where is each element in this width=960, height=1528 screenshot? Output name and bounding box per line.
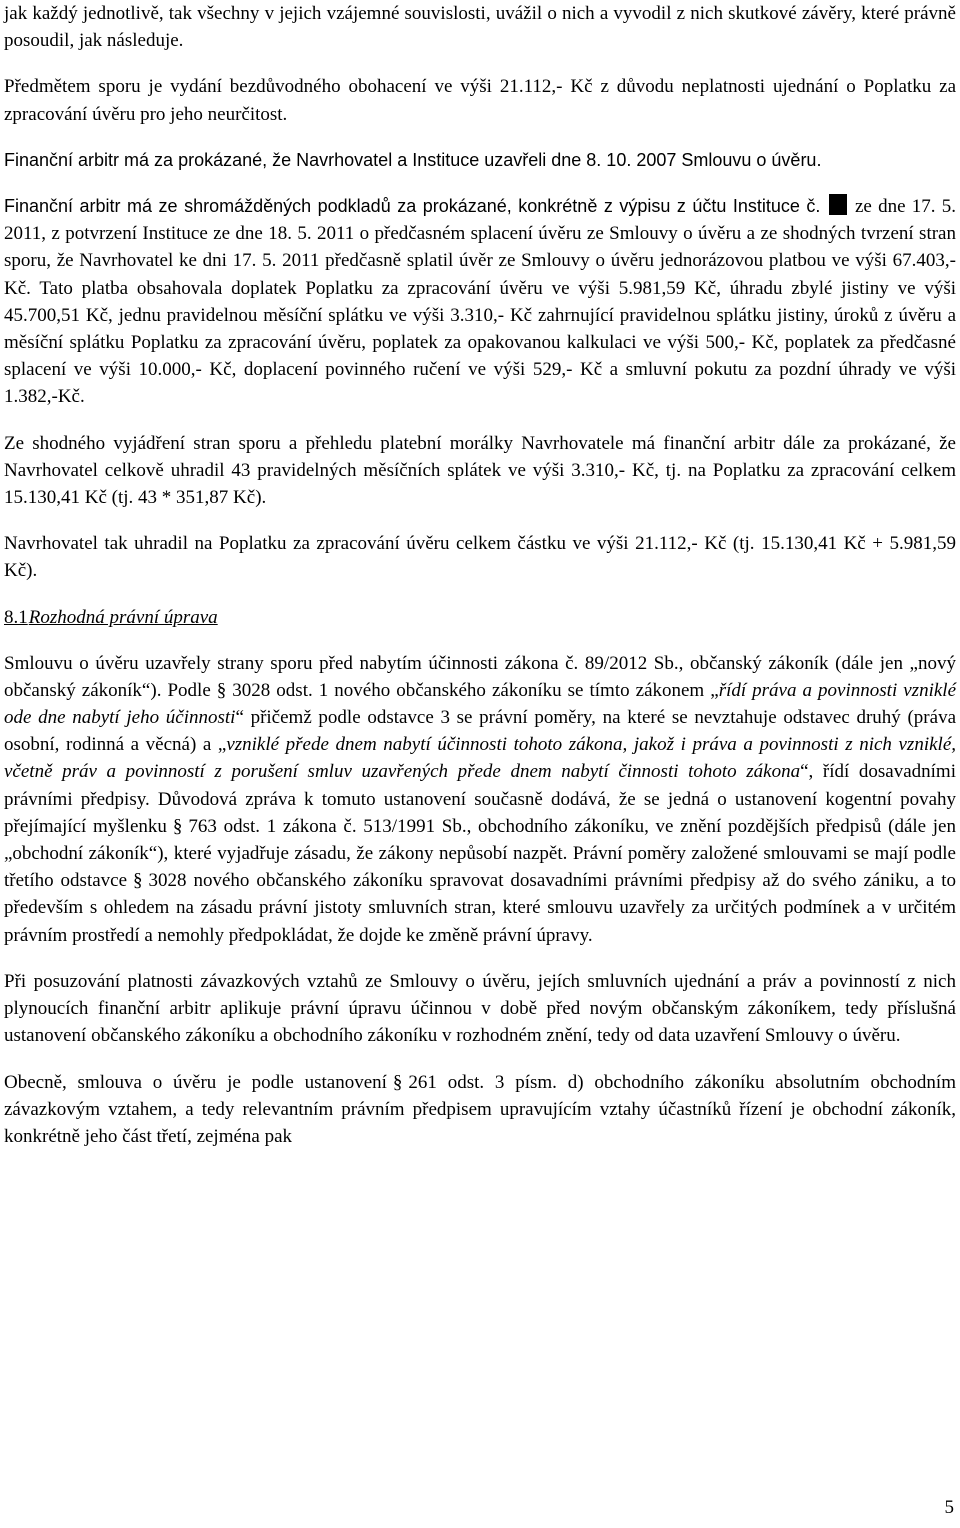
law-text-1: Smlouvu o úvěru uzavřely strany sporu před nabytím účinnosti zákona č. 89/2012 Sb., občanský zákoník (dále jen „nový občanský zákoník“). Podle bbox=[4, 652, 956, 701]
paragraph-contract-date: Finanční arbitr má za prokázané, že Navrhovatel a Instituce uzavřeli dne 8. 10. 2007 Smlouvu o úvěru. bbox=[4, 149, 822, 170]
credit-text-2: 261 odst. 3 písm. d) obchodního zákoníku absolutním obchodním závazkovým vztahem, a tedy relevantním právním předpisem upravujícím vztahy účastníků řízení je obchodní zákoník, konkrétně jeho část třetí, zejména pak bbox=[4, 1071, 956, 1147]
section-heading bbox=[4, 604, 956, 631]
law-text-5: 763 odst. 1 zákona č. 513/1991 Sb., obchodního zákoníku, ve znění pozdějších předpisů (dále jen „obchodní zákoník“), které vyjadřuje zásadu, že zákony nepůsobí nazpět. Právní poměry založené smlouvami se mají podle třetího odstavce bbox=[4, 815, 956, 892]
paragraph-credit-agreement bbox=[4, 1069, 956, 1151]
law-quote-1: řídí práva a povinnosti vzniklé ode dne nabytí jeho účinnosti bbox=[4, 679, 956, 729]
section-title: Rozhodná právní úprava bbox=[28, 606, 218, 628]
law-text-3: “ přičemž podle odstavce 3 se právní poměry, na které se nevztahuje odstavec druhý (práva osobní, rodinná a věcná) a „ bbox=[4, 707, 956, 756]
section-sign: § bbox=[133, 870, 143, 892]
law-quote-2: vzniklé přede dnem nabytí účinnosti tohoto zákona, jakož i práva a povinnosti z nich vzniklé, včetně práv a povinností z porušení smluv uzavřených přede dnem nabytí činnosti tohoto zákona bbox=[4, 734, 956, 783]
paragraph-repayment-evidence bbox=[4, 193, 956, 411]
paragraph-assessment: Při posuzování platnosti závazkových vztahů ze Smlouvy o úvěru, jejích smluvních ujednání a práv a povinností z nich plynoucích finanční arbitr aplikuje právní úpravu účinnou v době před novým občanským zákoníkem, tedy příslušná ustanovení občanského zákoníku a obchodního zákoníku v rozhodném znění, tedy od data uzavření Smlouvy o úvěru. bbox=[4, 970, 956, 1047]
section-sign: § bbox=[392, 1071, 403, 1093]
paragraph-installments: Ze shodného vyjádření stran sporu a přehledu platební morálky Navrhovatele má finanční arbitr dále za prokázané, že Navrhovatel celkově uhradil 43 pravidelných měsíčních splátek ve výši 3.310,- Kč, tj. na Poplatku za zpracování celkem 15.130,41 Kč (tj. 43 * 351,87 Kč). bbox=[4, 432, 956, 509]
law-text-6: 3028 nového občanského zákoníku spravovat dosavadními právními předpisy až do svého zániku, a to především s ohledem na zásadu právní jistoty smluvních stran, které smlouvu uzavřely za určitých podmínek a v určitém právním prostředí a nemohly předpokládat, že dojde ke změně právní úpravy. bbox=[4, 870, 956, 946]
law-text-2: 3028 odst. 1 nového občanského zákoníku se tímto zákonem „ bbox=[232, 679, 719, 701]
paragraph-repayment-body: ze dne 17. 5. 2011, z potvrzení Instituce ze dne 18. 5. 2011 o předčasném splacení úvěru ze Smlouvy o úvěru a ze shodných tvrzení stran sporu, že Navrhovatel ke dni 17. 5. 2011 předčasně splatil úvěr ze Smlouvy o úvěru jednorázovou platbou ve výši 67.403,- Kč. Tato platba obsahovala doplatek Poplatku za zpracování úvěru ve výši 5.981,59 Kč, úhradu zbylé jistiny ve výši 45.700,51 Kč, jednu pravidelnou měsíční splátku ve výši 3.310,- Kč zahrnující pravidelnou splátku jistiny, úroků z úvěru a měsíční splátku Poplatku za zpracování úvěru, poplatek za opakovanou kalkulaci ve výši 500,- Kč, poplatek za předčasné splacení ve výši 10.000,- Kč, doplacení povinného ručení ve výši 529,- Kč a smluvní pokutu za pozdní úhrady ve výši 1.382,-Kč. bbox=[4, 196, 957, 408]
law-text-4: “, řídí dosavadními právními předpisy. Důvodová zpráva k tomuto ustanovení současně dodává, že se jedná o ustanovení kogentní povahy přejímající myšlenku bbox=[4, 761, 956, 837]
document-page bbox=[4, 0, 956, 1150]
page-number: 5 bbox=[944, 1497, 954, 1518]
paragraph-repayment-lead: Finanční arbitr má ze shromážděných podkladů za prokázané, konkrétně z výpisu z účtu Instituce č. bbox=[4, 196, 821, 217]
paragraph-subject-of-dispute: Předmětem sporu je vydání bezdůvodného obohacení ve výši 21.112,- Kč z důvodu neplatnosti ujednání o Poplatku za zpracování úvěru pro jeho neurčitost. bbox=[4, 76, 956, 125]
section-sign: § bbox=[216, 679, 227, 701]
paragraph-intro: jak každý jednotlivě, tak všechny v jejich vzájemné souvislosti, uvážil o nich a vyvodil z nich skutkové závěry, které právně posoudil, jak následuje. bbox=[4, 3, 956, 52]
paragraph-applicable-law bbox=[4, 650, 956, 949]
section-sign: § bbox=[172, 815, 183, 837]
paragraph-total-paid: Navrhovatel tak uhradil na Poplatku za zpracování úvěru celkem částku ve výši 21.112,- Kč (tj. 15.130,41 Kč + 5.981,59 Kč). bbox=[4, 533, 956, 582]
redacted-account-number bbox=[829, 194, 847, 215]
section-number: 8.1 bbox=[4, 606, 28, 628]
credit-text-1: Obecně, smlouva o úvěru je podle ustanovení bbox=[4, 1071, 387, 1093]
